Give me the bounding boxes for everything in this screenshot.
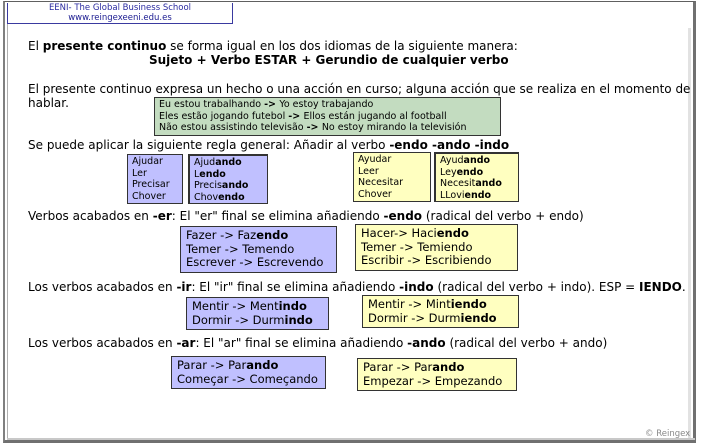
verb: Necesitando xyxy=(440,178,502,189)
frame-line xyxy=(7,20,8,440)
example: Parar -> Parando xyxy=(363,360,465,374)
verb: Precisar xyxy=(132,179,170,190)
example: Empezar -> Empezando xyxy=(363,373,503,388)
intro-line: El presente continuo se forma igual en los dos idiomas de la siguiente manera: xyxy=(28,39,518,53)
example: Dormir -> Durmindo xyxy=(192,312,313,327)
rule-line: Se puede aplicar la siguiente regla general: Añadir al verbo -endo -ando -indo xyxy=(28,138,510,152)
example: Escrever -> Escrevendo xyxy=(186,255,324,269)
es-gerunds-box xyxy=(434,152,519,202)
example: Hacer-> Haciendo xyxy=(361,226,469,240)
school-name: EENI- The Global Business School xyxy=(48,3,192,13)
pt-gerunds-box xyxy=(188,154,268,204)
ar-es-box xyxy=(357,358,517,391)
verb: Chovendo xyxy=(194,191,245,203)
definition-line2: hablar. xyxy=(28,96,69,110)
ir-rule: Los verbos acabados en -ir: El "ir" final se elimina añadiendo -indo (radical del verbo + indo). ESP = IENDO. xyxy=(28,280,686,294)
school-url[interactable]: www.reingexeeni.edu.es xyxy=(68,13,172,23)
definition-line1: El presente continuo expresa un hecho o una acción en curso; alguna acción que se realiza en el momento de xyxy=(28,82,691,96)
es-infinitives-box xyxy=(353,152,431,202)
example: Temer -> Temendo xyxy=(186,241,295,256)
pt-infinitives-box xyxy=(127,154,183,204)
ar-pt-box xyxy=(171,356,326,389)
example: Parar -> Parando xyxy=(177,358,279,372)
example-row: Eles estão jogando futebol -> Ellos están jugando al football xyxy=(159,110,447,122)
verb: Chover xyxy=(358,188,392,200)
verb: Leyendo xyxy=(440,166,484,178)
frame-line xyxy=(7,438,695,440)
verb: Precisando xyxy=(194,180,249,191)
verb: Lendo xyxy=(194,168,226,180)
er-pt-box xyxy=(180,226,337,273)
example: Escribir -> Escribiendo xyxy=(361,253,492,267)
examples-box xyxy=(154,97,501,136)
verb: Ler xyxy=(132,167,147,179)
er-es-box xyxy=(355,224,518,271)
example: Começar -> Começando xyxy=(177,371,318,386)
example: Mentir -> Mentindo xyxy=(192,299,307,313)
example-row: Não estou assistindo televisão -> No estoy mirando la televisión xyxy=(159,122,467,133)
verb: Ajudando xyxy=(194,157,242,168)
verb: Chover xyxy=(132,190,166,202)
example: Fazer -> Fazendo xyxy=(186,228,289,242)
verb: LLoviendo xyxy=(440,189,492,201)
copyright: © Reingex xyxy=(645,429,691,439)
verb: Ayudando xyxy=(440,155,491,166)
ir-pt-box xyxy=(186,297,329,330)
verb: Leer xyxy=(358,165,379,177)
verb: Necesitar xyxy=(358,177,404,188)
header-banner xyxy=(7,3,233,24)
ar-rule: Los verbos acabados en -ar: El "ar" final se elimina añadiendo -ando (radical del verbo + ando) xyxy=(28,336,608,350)
ir-es-box xyxy=(362,295,519,328)
example-row: Eu estou trabalhando -> Yo estoy trabajando xyxy=(159,99,374,110)
example: Mentir -> Mintiendo xyxy=(368,297,487,311)
verb: Ajudar xyxy=(132,156,163,167)
verb: Ayudar xyxy=(358,154,392,165)
example: Temer -> Temiendo xyxy=(361,239,473,254)
example: Dormir -> Durmiendo xyxy=(368,310,497,325)
er-rule: Verbos acabados en -er: El "er" final se elimina añadiendo -endo (radical del verbo + endo) xyxy=(28,209,584,223)
formula: Sujeto + Verbo ESTAR + Gerundio de cualquier verbo xyxy=(149,53,509,67)
